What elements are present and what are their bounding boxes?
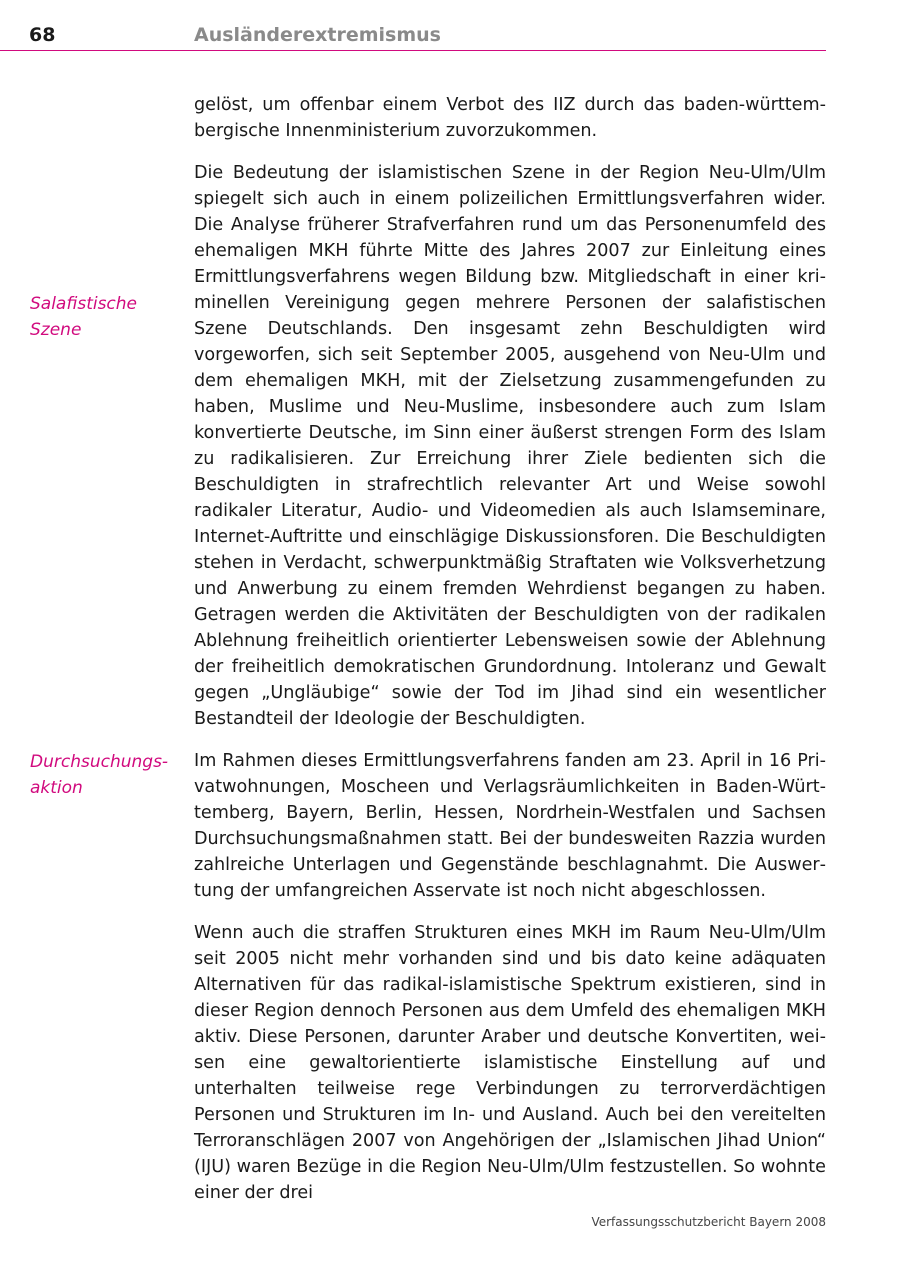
page-header — [0, 0, 826, 52]
paragraph: Wenn auch die straffen Strukturen eines MKH im Raum Neu-Ulm/Ulm seit 2005 nicht mehr vorhanden sind und bis dato keine adäquaten Alternativen für das radikal-islamistische Spektrum existieren, sind in dieser Region dennoch Personen aus dem Umfeld des ehemaligen MKH aktiv. Diese Personen, darunter Araber und deutsche Konvertiten, weisen eine gewaltorientierte islamistische Einstellung auf und unterhalten teilweise rege Verbindungen zu terrorverdächtigen Personen und Strukturen im In- und Ausland. Auch bei den vereitelten Terroranschlägen 2007 von Angehörigen der „Islamischen Jihad Union“ (IJU) waren Bezüge in die Region Neu-Ulm/Ulm festzustellen. So wohnte einer der drei — [194, 923, 826, 1203]
margin-note-salafistische-szene — [30, 291, 180, 343]
margin-note-durchsuchungsaktion — [30, 749, 180, 801]
margin-note-line: Szene — [30, 320, 82, 340]
page-footer: Verfassungsschutzbericht Bayern 2008 — [591, 1215, 826, 1229]
margin-note-line: Salafistische — [30, 294, 138, 314]
paragraph: Im Rahmen dieses Ermittlungsverfahrens fanden am 23. April in 16 Privatwohnungen, Moscheen und Verlagsräumlichkeiten in Baden-Württemberg, Bayern, Berlin, Hessen, Nordrhein-Westfalen und Sachsen Durchsuchungsmaßnahmen statt. Bei der bundesweiten Razzia wurden zahlreiche Unterlagen und Gegenstände beschlagnahmt. Die Auswertung der umfangreichen Asservate ist noch nicht abgeschlossen. — [194, 751, 826, 901]
header-rule — [0, 50, 826, 51]
paragraph: gelöst, um offenbar einem Verbot des IIZ durch das baden-württembergische Innenministerium zuvorzukommen. — [194, 95, 826, 141]
paragraph: Die Bedeutung der islamistischen Szene in der Region Neu-Ulm/Ulm spiegelt sich auch in einem polizeilichen Ermittlungsverfahren wider. Die Analyse früherer Strafverfahren rund um das Personenumfeld des ehemaligen MKH führte Mitte des Jahres 2007 zur Einleitung eines Ermittlungsverfahrens wegen Bildung bzw. Mitgliedschaft in einer kriminellen Vereinigung gegen mehrere Personen der salafistischen Szene Deutschlands. Den insgesamt zehn Beschuldigten wird vorgeworfen, sich seit September 2005, ausgehend von Neu-Ulm und dem ehemaligen MKH, mit der Zielsetzung zusammengefunden zu haben, Muslime und Neu-Muslime, insbesondere auch zum Islam konvertierte Deutsche, im Sinn einer äußerst strengen Form des Islam zu radikalisieren. Zur Erreichung ihrer Ziele bedienten sich die Beschuldigten in strafrechtlich relevanter Art und Weise sowohl radikaler Literatur, Audio- und Videomedien als auch Islamseminare, Internet-Auftritte und einschlägige Diskussionsforen. Die Beschuldigten stehen in Verdacht, schwerpunktmäßig Straftaten wie Volksverhetzung und Anwerbung zu einem fremden Wehrdienst begangen zu haben. Getragen werden die Aktivitäten der Beschuldigten von der radikalen Ablehnung freiheitlich orientierter Lebensweisen sowie der Ablehnung der freiheitlich demokratischen Grundordnung. Intoleranz und Gewalt gegen „Ungläubige“ sowie der Tod im Jihad sind ein wesentlicher Bestandteil der Ideologie der Beschuldigten. — [194, 163, 826, 729]
margin-note-line: Durchsuchungs- — [30, 752, 169, 772]
margin-note-line: aktion — [30, 778, 83, 798]
running-title: Ausländerextremismus — [194, 24, 441, 46]
page-number: 68 — [29, 24, 56, 46]
body-text — [194, 92, 826, 1222]
